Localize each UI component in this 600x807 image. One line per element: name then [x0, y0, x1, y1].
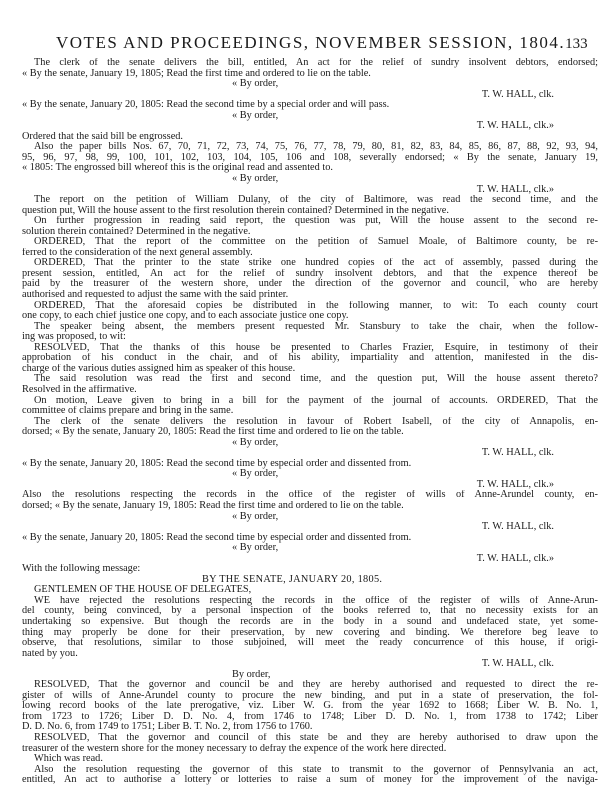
text-line: T. W. HALL, clk. — [481, 522, 554, 533]
text-line: « By order, — [232, 79, 279, 90]
text-line: RESOLVED, That the governor and council be and they are hereby authorised and requested to direct the re- — [34, 680, 598, 691]
text-line: ferred to the consideration of the next general assembly. — [22, 247, 253, 258]
text-line: Resolved in the affirmative. — [22, 384, 137, 395]
text-line: BY THE SENATE, JANUARY 20, 1805. — [202, 574, 383, 585]
text-line: lowing record books of the late prerogative, viz. Liber W. G. from the year 1692 to 1668; Liber W. B. No. 1, — [22, 701, 598, 712]
text-line: T. W. HALL, clk. — [481, 659, 554, 670]
text-line: ing was proposed, to wit: — [22, 332, 126, 343]
text-line: dorsed; « By the senate, January 19, 1805: Read the first time and ordered to lie on the table. — [22, 500, 404, 511]
text-line: treasurer of the western shore for the money necessary to defray the expence of the work here directed. — [22, 743, 447, 754]
text-line: undertaking so expensive. But though the records are in the body in a sound and undefaced state, yet some- — [22, 616, 598, 627]
text-line: charge of the various duties assigned him as speaker of this house. — [22, 363, 296, 374]
text-line: gister of wills of Anne-Arundel county to procure the new binding, and put in a state of preservation, the fol- — [22, 690, 598, 701]
text-line: thing may properly be done for their preservation, by new covering and binding. We therefore beg leave to — [22, 627, 598, 638]
text-line: observe, that resolutions, similar to those subjoined, will meet the ready concurrence of this house, if origi- — [22, 638, 598, 649]
text-line: « By order, — [232, 437, 279, 448]
text-line: T. W. HALL, clk. — [481, 448, 554, 459]
text-line: On further progression in reading said report, the question was put, Will the house assent to the second re- — [34, 216, 598, 227]
text-line: RESOLVED, That the governor and council of this state be and they are hereby authorised to draw upon the — [34, 733, 598, 743]
text-line: 95, 96, 97, 98, 99, 100, 101, 102, 103, 104, 105, 106 and 108, severally endorsed; « By the senate, January 19, — [22, 152, 598, 163]
text-line: entitled, An act to authorise a lottery or lotteries to raise a sum of money for the improvement of the naviga- — [22, 775, 598, 786]
text-line: « By order, — [232, 543, 279, 554]
running-head: VOTES AND PROCEEDINGS, NOVEMBER SESSION, 1804. — [56, 33, 566, 52]
page-header — [56, 33, 586, 55]
text-line: solution therein contained? Determined in the negative. — [22, 226, 251, 237]
text-line: ORDERED, That the aforesaid copies be distributed in the following manner, to wit: To each county court — [34, 300, 598, 311]
text-line: T. W. HALL, clk.» — [476, 553, 554, 564]
text-line: GENTLEMEN OF THE HOUSE OF DELEGATES, — [34, 585, 252, 596]
text-line: ORDERED, That the report of the committee on the petition of Samuel Moale, of Baltimore county, be re- — [34, 237, 598, 248]
text-line: By order, — [232, 669, 271, 680]
text-line: Ordered that the said bill be engrossed. — [22, 131, 183, 142]
text-line: from 1723 to 1726; Liber D. D. No. 4, from 1746 to 1748; Liber D. D. No. 1, from 1738 to 1742; Liber — [22, 711, 598, 722]
text-line: RESOLVED, That the thanks of this house be presented to Charles Frazier, Esquire, in testimony of their — [34, 342, 598, 353]
text-line: T. W. HALL, clk.» — [476, 479, 554, 490]
text-line: approbation of his conduct in the chair, and of his ability, impartiality and attention, manifested in the dis- — [22, 353, 598, 364]
text-line: « By the senate, January 20, 1805: Read the second time by especial order and dissented from. — [22, 458, 412, 469]
text-line: Also the resolutions respecting the records in the office of the register of wills of Anne-Arundel county, en- — [22, 490, 598, 501]
text-line: ORDERED, That the printer to the state strike one hundred copies of the act of assembly, passed during the — [34, 258, 598, 269]
text-line: « By the senate, January 19, 1805; Read the first time and ordered to lie on the table. — [22, 68, 371, 79]
text-line: « 1805: The engrossed bill whereof this is the original read and assented to. — [22, 163, 333, 174]
text-line: The said resolution was read the first and second time, and the question put, Will the house assent thereto? — [34, 374, 598, 385]
text-line: WE have rejected the resolutions respecting the records in the office of the register of wills of Anne-Arun- — [34, 595, 598, 606]
text-line: Also the paper bills Nos. 67, 70, 71, 72, 73, 74, 75, 76, 77, 78, 79, 80, 81, 82, 83, 84, 85, 86, 87, 88, 92, 93, 94, — [34, 142, 598, 153]
text-line: paid by the treasurer of the western shore, under the direction of the governor and council, who are hereby — [22, 279, 598, 290]
text-line: dorsed; « By the senate, January 20, 1805: Read the first time and ordered to lie on the table. — [22, 427, 404, 438]
text-line: « By order, — [232, 110, 279, 121]
text-line: question put, Will the house assent to the first resolution therein contained? Determined in the negative. — [22, 205, 449, 216]
text-line: « By order, — [232, 469, 279, 480]
text-line: D. D. No. 6, from 1749 to 1751; Liber B. T. No. 2, from 1756 to 1760. — [22, 722, 313, 733]
text-line: Which was read. — [34, 754, 103, 765]
text-line: del county, being convinced, by a personal inspection of the books referred to, that no necessity exists for an — [22, 606, 598, 617]
text-line: On motion, Leave given to bring in a bill for the payment of the journal of accounts. ORDERED, That the — [34, 395, 598, 406]
text-line: nated by you. — [22, 648, 78, 659]
text-line: present session, entitled, An act for the relief of sundry insolvent debtors, and that the expence thereof be — [22, 268, 598, 279]
text-line: « By the senate, January 20, 1805: Read the second time by especial order and dissented from. — [22, 532, 412, 543]
page-number: 133 — [565, 36, 588, 52]
body-text — [22, 58, 598, 786]
text-line: The speaker being absent, the members present requested Mr. Stansbury to take the chair, when the follow- — [34, 321, 598, 332]
text-line: one copy, to each chief justice one copy, and to each associate justice one copy. — [22, 311, 349, 322]
text-line: committee of claims prepare and bring in the same. — [22, 406, 234, 417]
text-line: The clerk of the senate delivers the bill, entitled, An act for the relief of sundry insolvent debtors, endorsed; — [34, 58, 598, 68]
text-line: T. W. HALL, clk. — [481, 89, 554, 100]
text-line: Also the resolution requesting the governor of this state to transmit to the governor of Pennsylvania an act, — [34, 764, 598, 775]
text-line: T. W. HALL, clk.» — [476, 121, 554, 132]
text-line: The clerk of the senate delivers the resolution in favour of Robert Isabell, of the city of Annapolis, en- — [34, 416, 598, 427]
text-line: « By order, — [232, 174, 279, 185]
text-line: With the following message: — [22, 564, 141, 575]
text-line: authorised and requested to adjust the same with the said printer. — [22, 290, 289, 301]
text-line: T. W. HALL, clk.» — [476, 184, 554, 195]
text-line: « By the senate, January 20, 1805: Read the second time by a special order and will pass. — [22, 100, 390, 111]
text-line: The report on the petition of William Dulany, of the city of Baltimore, was read the second time, and the — [34, 195, 598, 206]
text-line: « By order, — [232, 511, 279, 522]
